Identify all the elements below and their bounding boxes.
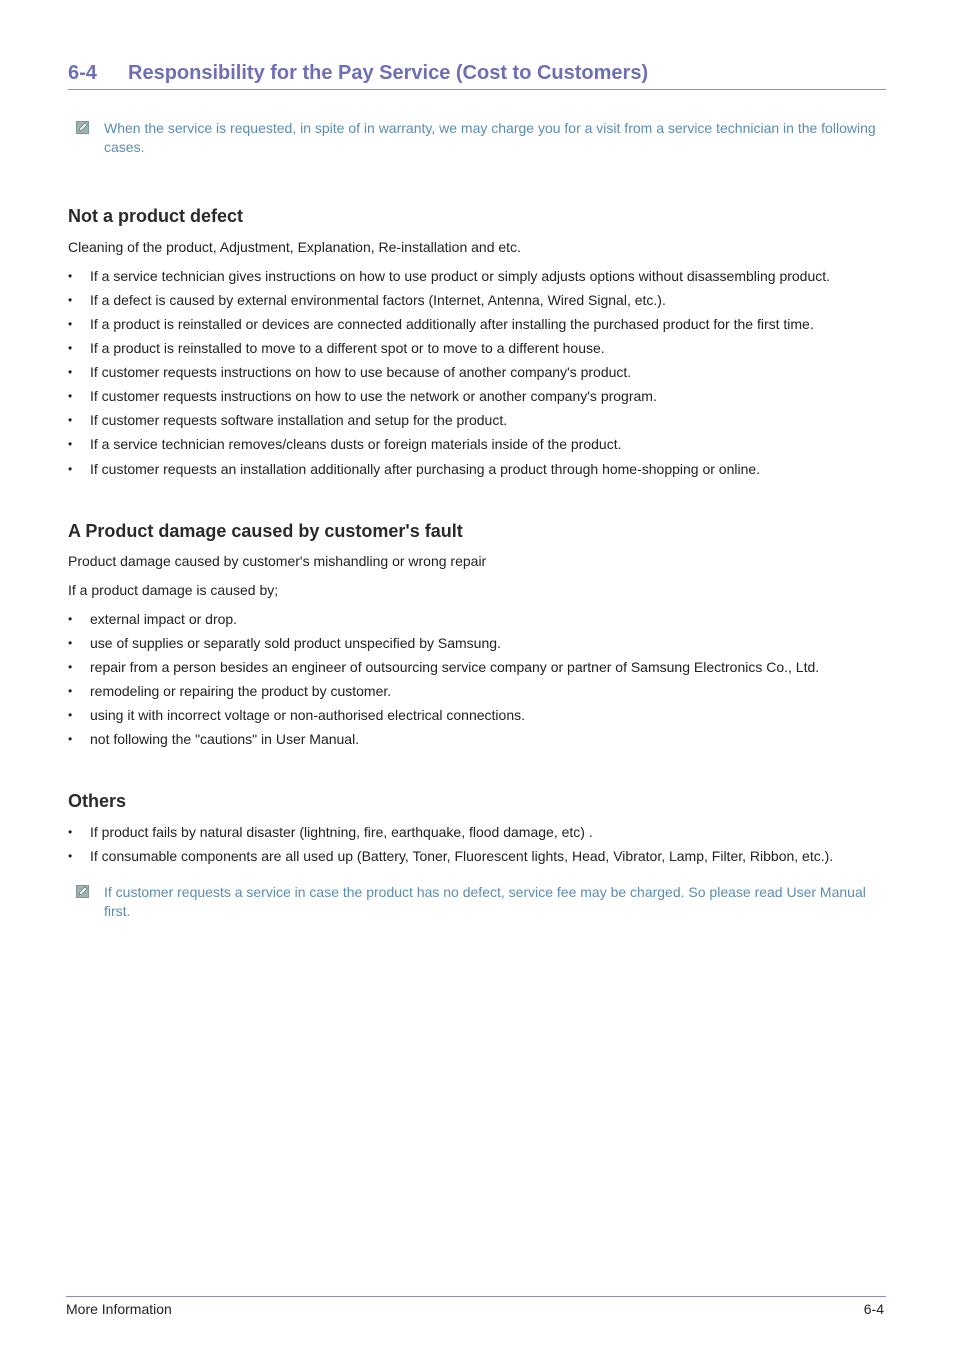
page-number: 6-4 (863, 1301, 884, 1317)
list-item: • using it with incorrect voltage or non-authorised electrical connections. (68, 707, 526, 723)
heading-others: Others (68, 791, 127, 811)
page-footer (66, 1296, 886, 1321)
list-item: • If a defect is caused by external environmental factors (Internet, Antenna, Wired Signal, etc.). (68, 292, 666, 308)
list-item: • If customer requests an installation additionally after purchasing a product through home-shopping or online. (68, 461, 761, 477)
bullet-icon: • (68, 849, 73, 863)
bullet-icon: • (68, 732, 73, 746)
list-item: • not following the "cautions" in User Manual. (68, 731, 360, 747)
bullet-icon: • (68, 317, 73, 331)
list-item: • If a service technician removes/cleans dusts or foreign materials inside of the product. (68, 436, 622, 452)
page-title: Responsibility for the Pay Service (Cost to Customers) (128, 62, 649, 84)
customer-fault-intro-2: If a product damage is caused by; (68, 582, 279, 598)
heading-customer-fault: A Product damage caused by customer's fault (68, 521, 463, 541)
list-item: • If consumable components are all used up (Battery, Toner, Fluorescent lights, Head, Vibrator, Lamp, Filter, Ribbon, etc.). (68, 848, 834, 864)
section-header (68, 62, 886, 90)
bullet-icon: • (68, 365, 73, 379)
heading-not-defect: Not a product defect (68, 206, 244, 226)
bullet-icon: • (68, 269, 73, 283)
list-item: • If customer requests instructions on how to use the network or another company's program. (68, 388, 657, 404)
note-icon (76, 121, 89, 134)
bullet-icon: • (68, 708, 73, 722)
note-text: When the service is requested, in spite of in warranty, we may charge you for a visit from a service technician in the following cases. (104, 120, 876, 155)
list-item: • repair from a person besides an engineer of outsourcing service company or partner of Samsung Electronics Co., Ltd. (68, 659, 820, 675)
customer-fault-intro: Product damage caused by customer's mishandling or wrong repair (68, 553, 487, 569)
bullet-icon: • (68, 293, 73, 307)
others-list (68, 823, 886, 871)
list-item: • If customer requests instructions on how to use because of another company's product. (68, 364, 632, 380)
bullet-icon: • (68, 660, 73, 674)
bullet-icon: • (68, 636, 73, 650)
footer-chapter-label: More Information (66, 1301, 172, 1317)
bullet-icon: • (68, 612, 73, 626)
list-item: • If a service technician gives instructions on how to use product or simply adjusts options without disassembling product. (68, 268, 831, 284)
bullet-icon: • (68, 825, 73, 839)
list-item: • use of supplies or separatly sold product unspecified by Samsung. (68, 635, 501, 651)
list-item: • external impact or drop. (68, 611, 238, 627)
list-item: • If customer requests software installation and setup for the product. (68, 412, 508, 428)
not-defect-intro: Cleaning of the product, Adjustment, Explanation, Re-installation and etc. (68, 239, 521, 255)
list-item: • If a product is reinstalled to move to a different spot or to move to a different house. (68, 340, 605, 356)
bullet-icon: • (68, 413, 73, 427)
bullet-icon: • (68, 389, 73, 403)
bullet-icon: • (68, 462, 73, 476)
note-text: If customer requests a service in case the product has no defect, service fee may be charged. So please read User Manual first. (104, 884, 866, 919)
section-number: 6-4 (68, 62, 97, 84)
not-defect-list (68, 267, 886, 484)
note-icon (76, 885, 89, 898)
bullet-icon: • (68, 437, 73, 451)
list-item: • If a product is reinstalled or devices are connected additionally after installing the purchased product for the first time. (68, 316, 814, 332)
list-item: • remodeling or repairing the product by customer. (68, 683, 392, 699)
customer-fault-list (68, 610, 886, 754)
bullet-icon: • (68, 684, 73, 698)
bullet-icon: • (68, 341, 73, 355)
list-item: • If product fails by natural disaster (lightning, fire, earthquake, flood damage, etc) . (68, 824, 593, 840)
